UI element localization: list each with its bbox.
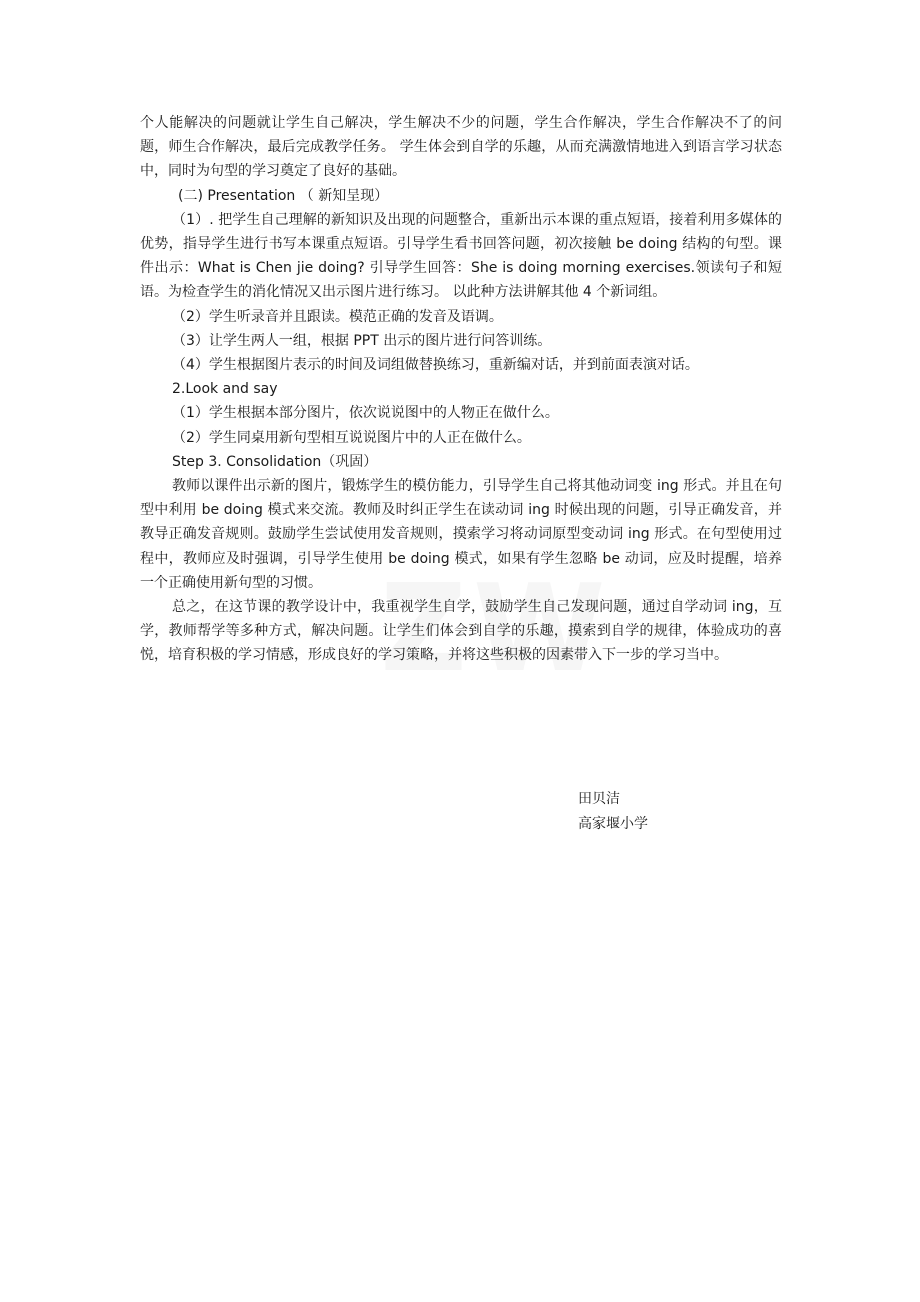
- paragraph-look-2: （2）学生同桌用新句型相互说说图片中的人正在做什么。: [172, 429, 531, 446]
- heading-consolidation: Step 3. Consolidation（巩固）: [172, 453, 378, 470]
- paragraph-consolidation: 教师以课件出示新的图片，锻炼学生的模仿能力，引导学生自己将其他动词变 ing 形式。并且在句型中利用 be doing 模式来交流。教师及时纠正学生在读动词 ing 时候出现的问题，引导正确发音，并教导正确发音规则。鼓励学生尝试使用发音规则，摸索学习将动词原型变动词 ing 形式。在句型使用过程中，教师应及时强调，引导学生使用 be doing 模式，如果有学生忽略 be 动词，应及时提醒，培养一个正确使用新句型的习惯。: [140, 478, 782, 591]
- paragraph-step-4: （4）学生根据图片表示的时间及词组做替换练习，重新编对话，并到前面表演对话。: [172, 357, 699, 374]
- author-name: 田贝洁: [578, 791, 620, 807]
- paragraph-intro: 个人能解决的问题就让学生自己解决，学生解决不少的问题，学生合作解决，学生合作解决不了的问题，师生合作解决，最后完成教学任务。 学生体会到自学的乐趣，从而充满激情地进入到语言学习状态中，同时为句型的学习奠定了良好的基础。: [140, 115, 782, 180]
- paragraph-step-2: （2）学生听录音并且跟读。模范正确的发音及语调。: [172, 308, 503, 325]
- paragraph-look-1: （1）学生根据本部分图片，依次说说图中的人物正在做什么。: [172, 405, 559, 422]
- paragraph-step-3: （3）让学生两人一组，根据 PPT 出示的图片进行问答训练。: [172, 332, 552, 349]
- signature-block: [578, 787, 648, 836]
- paragraph-step-1: （1）. 把学生自己理解的新知识及出现的问题整合，重新出示本课的重点短语，接着利用多媒体的优势，指导学生进行书写本课重点短语。引导学生看书回答问题，初次接触 be doing 结构的句型。课件出示：What is Chen jie doing? 引导学生回答：She is doing morning exercises.领读句子和短语。为检查学生的消化情况又出示图片进行练习。 以此种方法讲解其他 4 个新词组。: [140, 211, 782, 301]
- heading-look-and-say: 2.Look and say: [172, 381, 278, 398]
- paragraph-summary: 总之，在这节课的教学设计中，我重视学生自学，鼓励学生自己发现问题，通过自学动词 ing，互学，教师帮学等多种方式，解决问题。让学生们体会到自学的乐趣，摸索到自学的规律，体验成功的喜悦，培育积极的学习情感，形成良好的学习策略，并将这些积极的因素带入下一步的学习当中。: [140, 599, 782, 664]
- heading-presentation: (二) Presentation （ 新知呈现）: [178, 187, 389, 204]
- school-name: 高家堰小学: [578, 815, 648, 832]
- document-body: [140, 111, 782, 668]
